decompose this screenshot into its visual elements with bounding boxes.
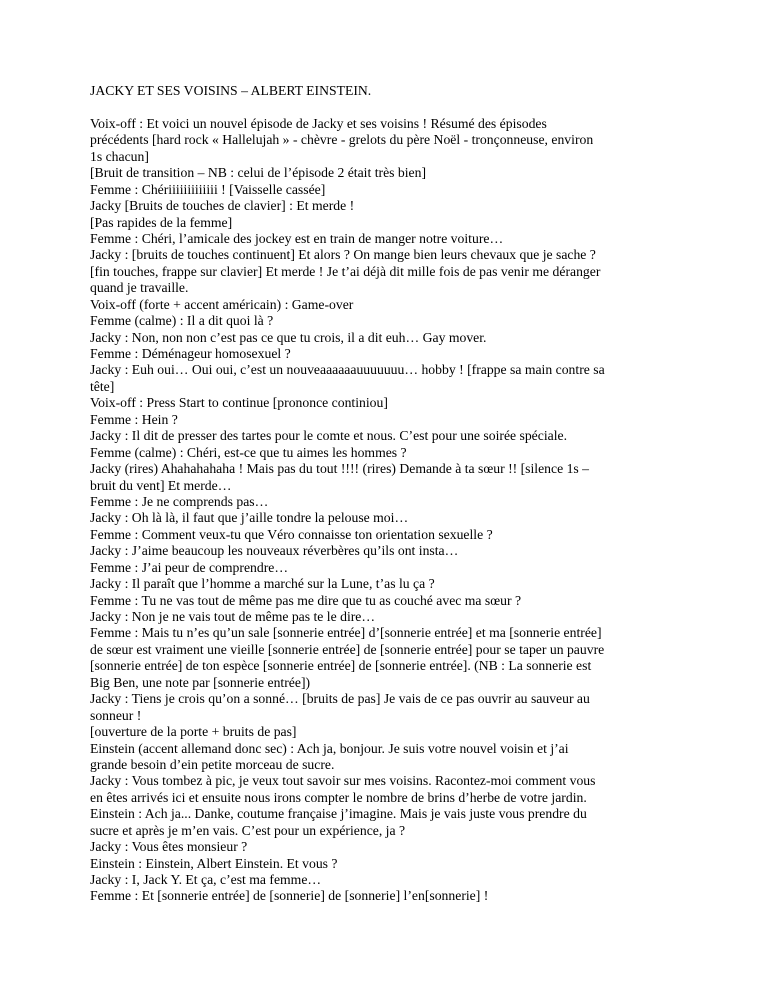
text-line: Jacky : Il dit de presser des tartes pour le comte et nous. C’est pour une soirée spéciale.	[90, 428, 568, 444]
document-content	[90, 83, 702, 905]
text-line: Voix-off : Et voici un nouvel épisode de Jacky et ses voisins ! Résumé des épisodes	[90, 115, 547, 131]
text-line: Einstein : Einstein, Albert Einstein. Et vous ?	[90, 855, 338, 871]
text-line: Femme (calme) : Il a dit quoi là ?	[90, 313, 274, 329]
text-line: Jacky : Vous tombez à pic, je veux tout savoir sur mes voisins. Racontez-moi comment vous	[90, 773, 596, 789]
text-line: 1s chacun]	[90, 148, 149, 164]
text-line: Femme : Chéri, l’amicale des jockey est en train de manger notre voiture…	[90, 230, 504, 246]
text-line: Jacky (rires) Ahahahahaha ! Mais pas du tout !!!! (rires) Demande à ta sœur !! [silence 1s –	[90, 461, 590, 477]
text-line: sucre et après je m’en vais. C’est pour un expérience, ja ?	[90, 822, 406, 838]
text-line: Femme : Chériiiiiiiiiiiii ! [Vaisselle cassée]	[90, 181, 326, 197]
text-line: Jacky : [bruits de touches continuent] Et alors ? On mange bien leurs chevaux que je sache ?	[90, 247, 596, 263]
text-line: Voix-off : Press Start to continue [prononce continiou]	[90, 395, 388, 411]
text-line: Voix-off (forte + accent américain) : Game-over	[90, 296, 354, 312]
text-line: Jacky : Oh là là, il faut que j’aille tondre la pelouse moi…	[90, 510, 409, 526]
document-title: JACKY ET SES VOISINS – ALBERT EINSTEIN.	[90, 83, 372, 98]
text-line: en êtes arrivés ici et ensuite nous irons compter le nombre de brins d’herbe de votre jardin.	[90, 789, 587, 805]
text-line: [Bruit de transition – NB : celui de l’épisode 2 était très bien]	[90, 165, 427, 181]
text-line: [fin touches, frappe sur clavier] Et merde ! Je t’ai déjà dit mille fois de pas venir me déranger	[90, 263, 601, 279]
text-line: Jacky [Bruits de touches de clavier] : Et merde !	[90, 198, 355, 214]
text-line: Einstein (accent allemand donc sec) : Ach ja, bonjour. Je suis votre nouvel voisin et j’ai	[90, 740, 569, 756]
text-line: de sœur est vraiment une vieille [sonnerie entrée] de [sonnerie entrée] pour se taper un pauvre	[90, 641, 605, 657]
text-line: Femme : Je ne comprends pas…	[90, 493, 269, 509]
text-line: grande besoin d’ein petite morceau de sucre.	[90, 756, 335, 772]
text-line: précédents [hard rock « Hallelujah » - chèvre - grelots du père Noël - tronçonneuse, environ	[90, 132, 594, 148]
text-line: Jacky : I, Jack Y. Et ça, c’est ma femme…	[90, 872, 322, 888]
text-line: Jacky : J’aime beaucoup les nouveaux réverbères qu’ils ont insta…	[90, 543, 459, 559]
text-line: Femme : J’ai peur de comprendre…	[90, 559, 289, 575]
text-line: Femme : Hein ?	[90, 411, 178, 427]
text-line: Jacky : Vous êtes monsieur ?	[90, 839, 248, 855]
text-line: Femme : Et [sonnerie entrée] de [sonnerie] de [sonnerie] l’en[sonnerie] !	[90, 888, 489, 904]
text-line: Femme : Mais tu n’es qu’un sale [sonnerie entrée] d’[sonnerie entrée] et ma [sonnerie entrée]	[90, 625, 602, 641]
text-line: Einstein : Ach ja... Danke, coutume française j’imagine. Mais je vais juste vous prendre du	[90, 806, 587, 822]
text-line: [Pas rapides de la femme]	[90, 214, 233, 230]
text-line: Femme : Déménageur homosexuel ?	[90, 346, 291, 362]
text-line: bruit du vent] Et merde…	[90, 477, 232, 493]
text-line: quand je travaille.	[90, 280, 189, 296]
text-line: Femme (calme) : Chéri, est-ce que tu aimes les hommes ?	[90, 444, 407, 460]
text-line: tête]	[90, 378, 115, 394]
text-line: Jacky : Non, non non c’est pas ce que tu crois, il a dit euh… Gay mover.	[90, 329, 487, 345]
text-line: Femme : Tu ne vas tout de même pas me dire que tu as couché avec ma sœur ?	[90, 592, 522, 608]
text-line: Jacky : Il paraît que l’homme a marché sur la Lune, t’as lu ça ?	[90, 576, 435, 592]
document-body	[90, 116, 702, 905]
text-line: Big Ben, une note par [sonnerie entrée])	[90, 674, 311, 690]
text-line: Femme : Comment veux-tu que Véro connaisse ton orientation sexuelle ?	[90, 526, 493, 542]
text-line: Jacky : Tiens je crois qu’on a sonné… [bruits de pas] Je vais de ce pas ouvrir au sauveur au	[90, 691, 590, 707]
text-line: [ouverture de la porte + bruits de pas]	[90, 724, 297, 740]
text-line: Jacky : Euh oui… Oui oui, c’est un nouveaaaaaauuuuuuu… hobby ! [frappe sa main contre sa	[90, 362, 605, 378]
text-line: Jacky : Non je ne vais tout de même pas te le dire…	[90, 609, 376, 625]
text-line: [sonnerie entrée] de ton espèce [sonnerie entrée] de [sonnerie entrée]. (NB : La sonnerie est	[90, 658, 592, 674]
text-line: sonneur !	[90, 707, 142, 723]
